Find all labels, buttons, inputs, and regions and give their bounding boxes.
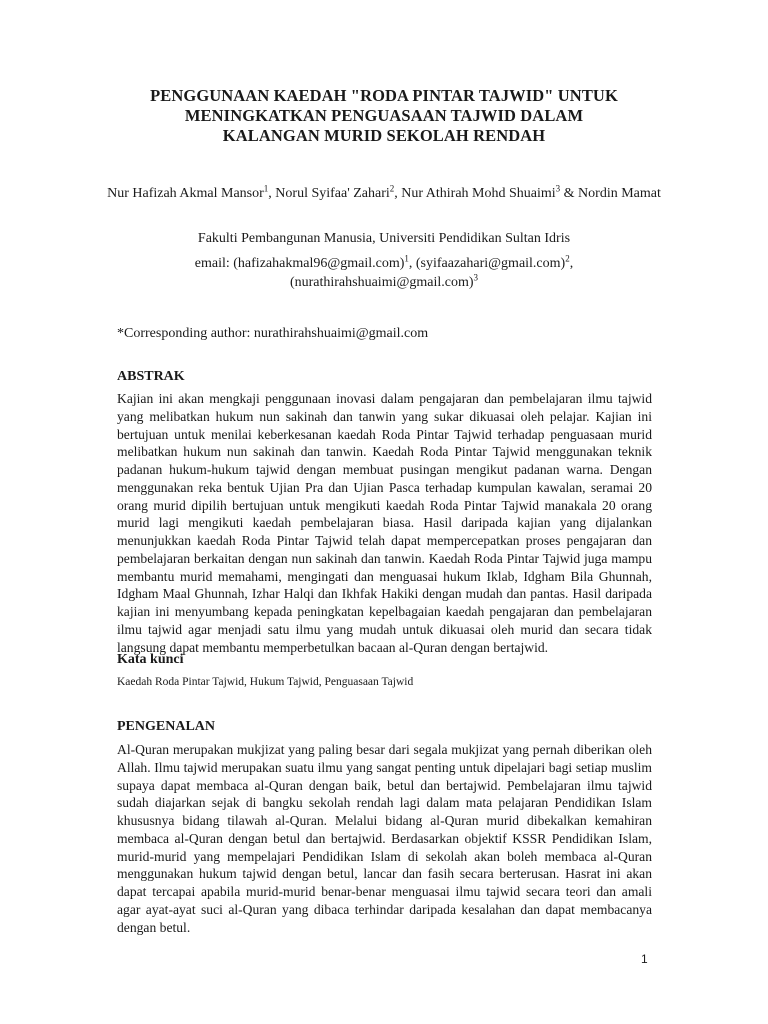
author-2-sup: 2	[389, 183, 395, 194]
corresponding-author: *Corresponding author: nurathirahshuaimi@gmail.com	[117, 326, 429, 341]
email-1: email: (hafizahakmal96@gmail.com)	[194, 256, 405, 271]
author-3: , Nur Athirah Mohd Shuaimi	[394, 186, 556, 201]
title-line-2: MENINGKATKAN PENGUASAAN TAJWID DALAM	[184, 106, 584, 125]
author-2: , Norul Syifaa' Zahari	[268, 186, 390, 201]
page-number: 1	[641, 952, 648, 966]
abstract-heading: ABSTRAK	[117, 369, 185, 384]
author-1-sup: 1	[263, 183, 269, 194]
email-2: , (syifaazahari@gmail.com)	[408, 256, 566, 271]
abstract-body: Kajian ini akan mengkaji penggunaan inovasi dalam pengajaran dan pembelajaran ilmu tajwid yang melibatkan hukum nun sakinah dan tanwin yang sukar dikuasai oleh pelajar. Kajian ini bertujuan untuk menilai keberkesanan kaedah Roda Pintar Tajwid terhadap penguasaan murid melibatkan hukum nun sakinah dan tanwin. Kaedah Roda Pintar Tajwid menggunakan teknik padanan hukum-hukum tajwid dengan membuat pusingan mengikut padanan warna. Dengan menggunakan reka bentuk Ujian Pra dan Ujian Pasca terhadap kumpulan kawalan, seramai 20 orang murid dipilih bertujuan untuk mengikuti kaedah Roda Pintar Tajwid manakala 20 orang murid lagi mengikuti kaedah pembelajaran biasa. Hasil daripada kajian yang dijalankan menunjukkan kaedah Roda Pintar Tajwid telah dapat mempercepatkan proses pengajaran dan pembelajaran berkaitan dengan nun sakinah dan tanwin. Kaedah Roda Pintar Tajwid juga mampu membantu murid memahami, mengingati dan menguasai hukum Iklab, Idgham Bila Ghunnah, Idgham Maal Ghunnah, Izhar Halqi dan Ikhfak Hakiki dengan mudah dan pantas. Hasil daripada kajian ini menyumbang kepada peningkatan kepelbagaian kaedah pengajaran dan pembelajaran ilmu tajwid agar menjadi satu ilmu yang mudah untuk dikuasai oleh murid dan secara tidak langsung dapat membantu memperbetulkan bacaan al-Quran dengan bertajwid.	[117, 391, 652, 655]
paper-title	[100, 86, 668, 146]
email-1-sup: 1	[404, 253, 409, 264]
email-2-sup: 2	[565, 253, 570, 264]
author-list	[100, 184, 668, 203]
affiliation: Fakulti Pembangunan Manusia, Universiti Pendidikan Sultan Idris	[197, 231, 571, 246]
introduction-body: Al-Quran merupakan mukjizat yang paling besar dari segala mukjizat yang pernah diberikan oleh Allah. Ilmu tajwid merupakan suatu ilmu yang sangat penting untuk dipelajari bagi setiap muslim supaya dapat membaca al-Quran dengan baik, betul dan bertajwid. Pembelajaran ilmu tajwid sudah diajarkan sejak di bangku sekolah rendah lagi dalam mata pelajaran Pendidikan Islam khususnya bidang tilawah al-Quran. Melalui bidang al-Quran murid dibekalkan kemahiran membaca al-Quran dengan betul dan bertajwid. Berdasarkan objektif KSSR Pendidikan Islam, murid-murid yang mempelajari Pendidikan Islam di sekolah akan boleh membaca al-Quran menggunakan hukum tajwid dengan betul, lancar dan fasih secara berterusan. Hasrat ini akan dapat tercapai apabila murid-murid benar-benar menguasai ilmu tajwid secara teori dan amali agar ayat-ayat suci al-Quran yang dibaca terhindar daripada kesalahan dan dapat membacanya dengan betul.	[117, 742, 652, 935]
author-4: & Nordin Mamat	[560, 186, 661, 201]
title-line-1: PENGGUNAAN KAEDAH "RODA PINTAR TAJWID" UNTUK	[150, 86, 618, 105]
author-1: Nur Hafizah Akmal Mansor	[107, 186, 264, 201]
keywords-body: Kaedah Roda Pintar Tajwid, Hukum Tajwid, Penguasaan Tajwid	[117, 676, 414, 688]
author-3-sup: 3	[555, 183, 561, 194]
title-line-3: KALANGAN MURID SEKOLAH RENDAH	[222, 126, 546, 145]
email-3: (nurathirahshuaimi@gmail.com)	[289, 275, 474, 290]
email-list	[100, 254, 668, 292]
introduction-heading: PENGENALAN	[117, 719, 216, 734]
email-2-tail: ,	[569, 256, 574, 271]
email-3-sup: 3	[473, 272, 479, 283]
keywords-heading: Kata kunci	[117, 652, 184, 667]
